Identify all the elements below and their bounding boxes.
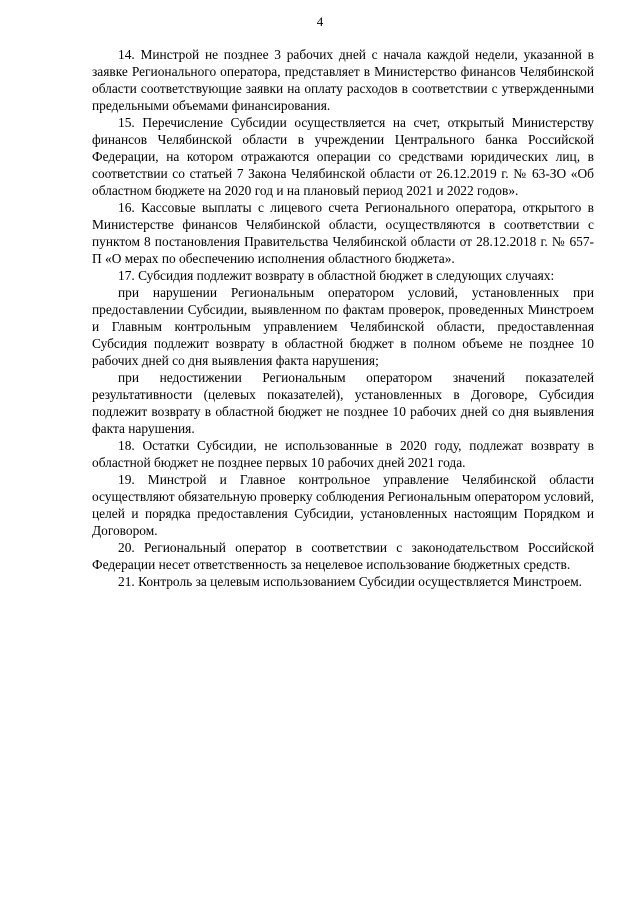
- paragraph-17: 17. Субсидия подлежит возврату в областной бюджет в следующих случаях:: [118, 268, 555, 283]
- document-body: [92, 46, 594, 590]
- paragraph-15: 15. Перечисление Субсидии осуществляется на счет, открытый Министерству финансов Челябинской области в учреждении Центрального банка Российской Федерации, на котором отражаются операции со средствами юридических лиц, в соответствии со статьей 7 Закона Челябинской области от 26.12.2019 г. № 63-ЗО «Об областном бюджете на 2020 год и на плановый период 2021 и 2022 годов».: [92, 115, 594, 198]
- paragraph-20: 20. Региональный оператор в соответствии с законодательством Российской Федерации несет ответственность за нецелевое использование бюджетных средств.: [92, 540, 594, 572]
- paragraph-17-case-violation: при нарушении Региональным оператором условий, установленных при предоставлении Субсидии, выявленном по фактам проверок, проведенных Минстроем и Главным контрольным управлением Челябинской области, предоставленная Субсидия подлежит возврату в областной бюджет в полном объеме не позднее 10 рабочих дней со дня выявления факта нарушения;: [92, 285, 594, 368]
- paragraph-17-case-targets: при недостижении Региональным оператором значений показателей результативности (целевых показателей), установленных в Договоре, Субсидия подлежит возврату в областной бюджет не позднее 10 рабочих дней со дня выявления факта нарушения.: [92, 370, 594, 436]
- paragraph-14: 14. Минстрой не позднее 3 рабочих дней с начала каждой недели, указанной в заявке Регионального оператора, представляет в Министерство финансов Челябинской области соответствующие заявки на оплату расходов в соответствии с утвержденными предельными объемами финансирования.: [92, 47, 594, 113]
- paragraph-18: 18. Остатки Субсидии, не использованные в 2020 году, подлежат возврату в областной бюджет не позднее первых 10 рабочих дней 2021 года.: [92, 438, 594, 470]
- page-number: 4: [316, 14, 324, 29]
- paragraph-21: 21. Контроль за целевым использованием Субсидии осуществляется Минстроем.: [118, 574, 583, 589]
- paragraph-16: 16. Кассовые выплаты с лицевого счета Регионального оператора, открытого в Министерстве финансов Челябинской области, осуществляются в соответствии с пунктом 8 постановления Правительства Челябинской области от 28.12.2018 г. № 657-П «О мерах по обеспечению исполнения областного бюджета».: [92, 200, 594, 266]
- paragraph-19: 19. Минстрой и Главное контрольное управление Челябинской области осуществляют обязательную проверку соблюдения Региональным оператором условий, целей и порядка предоставления Субсидии, установленных настоящим Порядком и Договором.: [92, 472, 594, 538]
